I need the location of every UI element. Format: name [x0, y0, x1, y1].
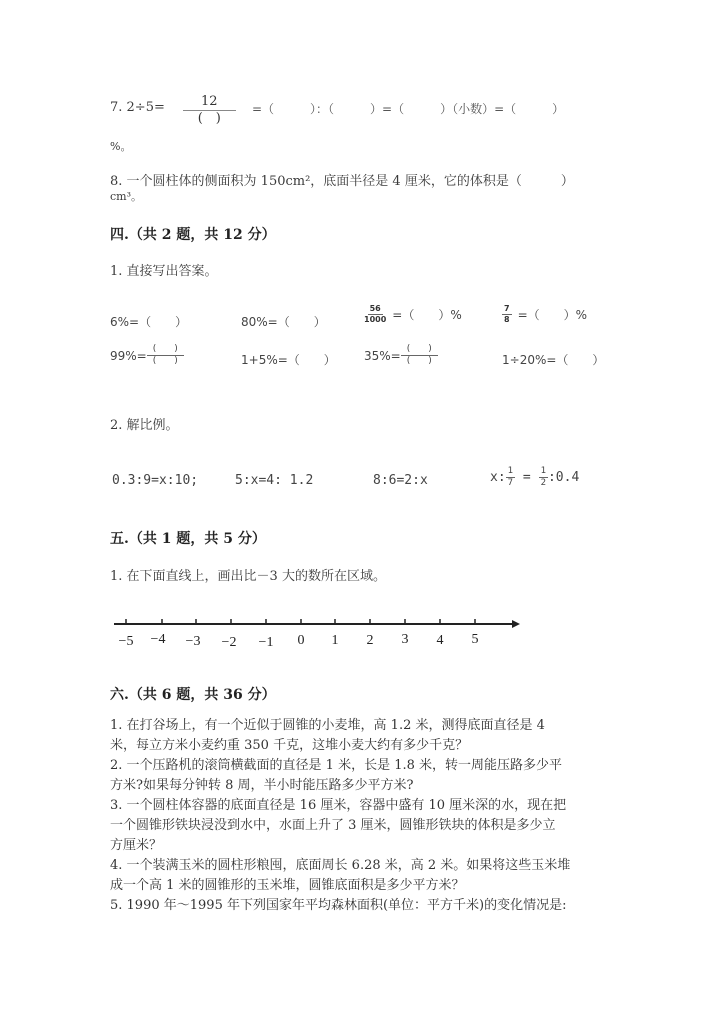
q8-line1: 8. 一个圆柱体的侧面积为 150cm²，底面半径是 4 厘米，它的体积是（ ） [110, 174, 574, 189]
blank-fraction: $\frac{( )}{( )}$ [147, 345, 184, 366]
tick-label: −1 [258, 635, 274, 650]
section4-q1-prompt: 1. 直接写出答案。 [110, 264, 218, 279]
arrow-right-icon [512, 620, 520, 628]
tick-label: −3 [185, 634, 201, 649]
proportion-4: x: $\frac{1}{7}$ = $\frac{1}{2}$ :0.4 [490, 466, 580, 488]
proportion-2: 5:x=4: 1.2 [235, 473, 314, 488]
problem-line: 3. 一个圆柱体容器的底面直径是 16 厘米，容器中盛有 10 厘米深的水，现在把 [110, 798, 567, 813]
q7-fraction [183, 95, 236, 125]
tick-label: −5 [118, 634, 134, 649]
q7-fraction-denominator: ( ) [197, 111, 221, 126]
fraction-1-7: $\frac{1}{7}$ [507, 466, 514, 488]
section5-q1-prompt: 1. 在下面直线上，画出比－3 大的数所在区域。 [110, 569, 386, 584]
tick-label: 0 [297, 633, 305, 648]
problem-line: 1. 在打谷场上，有一个近似于圆锥的小麦堆，高 1.2 米，测得底面直径是 4 [110, 718, 545, 733]
fraction-7-8: $\frac{7}{8}$ [504, 304, 510, 324]
proportion-3: 8:6=2:x [373, 473, 428, 488]
calc-item-1: 6%=（ ） [110, 315, 188, 329]
tick-label: 2 [366, 633, 374, 648]
number-line[interactable] [100, 610, 530, 655]
q7-prefix: 7. 2÷5= [110, 100, 165, 115]
tick-label: 4 [436, 633, 444, 648]
section5-title: 五.（共 1 题，共 5 分） [110, 531, 266, 547]
problem-line: 方厘米？ [110, 838, 163, 853]
problem-line: 2. 一个压路机的滚筒横截面的直径是 1 米，长是 1.8 米，转一周能压路多少平 [110, 758, 563, 773]
problem-line: 5. 1990 年～1995 年下列国家年平均森林面积(单位：平方千米)的变化情况是: [110, 898, 567, 913]
section4-q2-prompt: 2. 解比例。 [110, 418, 179, 433]
tick-label: −2 [221, 635, 237, 650]
problem-line: 成一个高 1 米的圆锥形的玉米堆，圆锥底面积是多少平方米？ [110, 878, 465, 893]
problem-line: 一个圆锥形铁块浸没到水中，水面上升了 3 厘米，圆锥形铁块的体积是多少立 [110, 818, 556, 833]
proportion-1: 0.3:9=x:10; [112, 473, 199, 488]
section4-title: 四.（共 2 题，共 12 分） [110, 227, 276, 243]
problem-line: 米，每立方米小麦约重 350 千克，这堆小麦大约有多少千克？ [110, 738, 469, 753]
section6-problems [110, 716, 570, 916]
tick-label: 5 [471, 632, 479, 647]
q7-blanks: =（ ）：（ ）=（ ）（小数）=（ ） [252, 102, 565, 116]
calc-item-6: 1+5%=（ ） [241, 353, 336, 367]
fraction-56-1000: $\frac{56}{1000}$ [364, 304, 387, 324]
tick-label: −4 [150, 632, 166, 647]
tick-label: 3 [401, 632, 409, 647]
calc-item-2: 80%=（ ） [241, 315, 326, 329]
blank-fraction: $\frac{( )}{( )}$ [401, 345, 438, 366]
calc-item-3: $\frac{56}{1000}$ =（ ）% [364, 304, 462, 324]
tick-label: 1 [331, 633, 339, 648]
calc-item-5: 99%= $\frac{( )}{( )}$ [110, 345, 184, 366]
q8-line2: cm³。 [110, 190, 143, 203]
problem-line: 4. 一个装满玉米的圆柱形粮囤，底面周长 6.28 米，高 2 米。如果将这些玉米堆 [110, 858, 571, 873]
calc-item-4: $\frac{7}{8}$ =（ ）% [504, 304, 588, 324]
section6-title: 六.（共 6 题，共 36 分） [110, 687, 276, 703]
fraction-1-2: $\frac{1}{2}$ [540, 466, 546, 488]
q7-suffix: %。 [110, 140, 132, 153]
problem-line: 方米?如果每分钟转 8 周，半小时能压路多少平方米? [110, 778, 414, 793]
calc-item-7: 35%= $\frac{( )}{( )}$ [364, 345, 438, 366]
q7-fraction-numerator: 12 [183, 95, 236, 111]
calc-item-8: 1÷20%=（ ） [502, 353, 605, 367]
